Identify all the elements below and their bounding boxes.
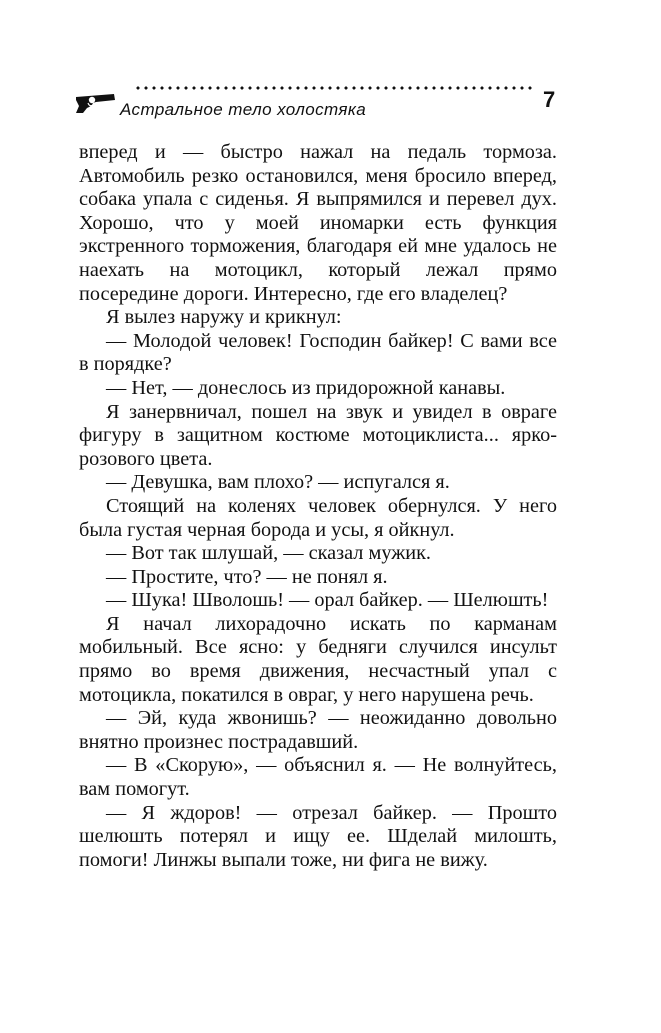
page-header — [74, 78, 562, 122]
paragraph: — Простите, что? — не понял я. — [106, 565, 388, 588]
paragraph: — Эй, куда жвонишь? — неожиданно довольно внятно произнес пострадавший. — [79, 707, 557, 753]
running-title: Астральное тело холостяка — [120, 100, 367, 119]
paragraph: — Девушка, вам плохо? — испугался я. — [106, 471, 450, 494]
paragraph: Я занервничал, пошел на звук и увидел в овраге фигуру в защитном костюме мотоциклиста... ярко-розового цвета. — [79, 400, 557, 470]
revolver-icon — [74, 88, 118, 114]
paragraph: — Молодой человек! Господин байкер! С вами все в порядке? — [79, 329, 557, 376]
paragraph: — В «Скорую», — объяснил я. — Не волнуйтесь, вам помогут. — [79, 754, 557, 801]
paragraph: Стоящий на коленях человек обернулся. У него была густая черная борода и усы, я ойкнул. — [79, 494, 557, 541]
paragraph: — Шука! Шволошь! — орал байкер. — Шелюшть! — [106, 589, 549, 612]
paragraph: — Вот так шлушай, — сказал мужик. — [106, 542, 431, 565]
body-text — [79, 141, 557, 872]
dotted-rule — [134, 86, 534, 90]
page-number: 7 — [543, 87, 556, 112]
paragraph: — Я ждоров! — отрезал байкер. — Прошто шелюшть потерял и ищу ее. Шделай милошть, помоги! Линжы выпали тоже, ни фига не вижу. — [79, 801, 557, 871]
paragraph: Я начал лихорадочно искать по карманам мобильный. Все ясно: у бедняги случился инсульт прямо во время движения, несчастный упал с мотоцикла, покатился в овраг, у него нарушена речь. — [79, 612, 557, 706]
paragraph: — Нет, — донеслось из придорожной канавы. — [106, 376, 506, 399]
paragraph: Я вылез наружу и крикнул: — [106, 306, 342, 329]
paragraph: вперед и — быстро нажал на педаль тормоза. Автомобиль резко остановился, меня бросило вперед, собака упала с сиденья. Я выпрямился и перевел дух. Хорошо, что у моей иномарки есть функция экстренного торможения, благодаря ей мне удалось не наехать на мотоцикл, который лежал прямо посередине дороги. Интересно, где его владелец? — [79, 141, 557, 305]
